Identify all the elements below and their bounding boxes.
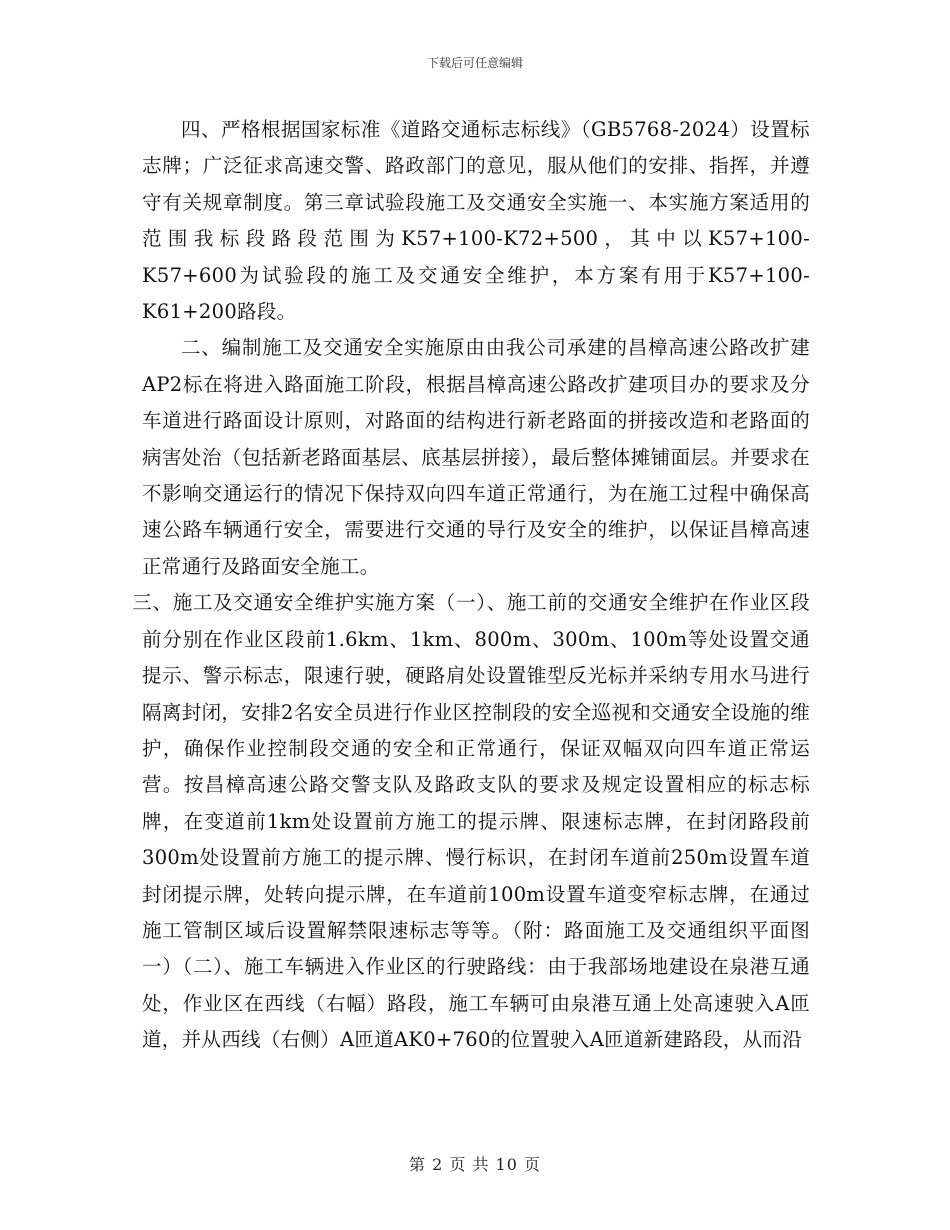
paragraph-two: 二、编制施工及交通安全实施原由由我公司承建的昌樟高速公路改扩建AP2标在将进入路面施工阶段，根据昌樟高速公路改扩建项目办的要求及分车道进行路面设计原则，对路面的结构进行新老路面的拼接改造和老路面的病害处治（包括新老路面基层、底基层拼接），最后整体摊铺面层。并要求在不影响交通运行的情况下保持双向四车道正常通行，为在施工过程中确保高速公路车辆通行安全，需要进行交通的导行及安全的维护，以保证昌樟高速正常通行及路面安全施工。 [142,336,810,578]
paragraph-four: 四、严格根据国家标准《道路交通标志标线》（GB5768-2024）设置标志牌；广泛征求高速交警、路政部门的意见，服从他们的安排、指挥，并遵守有关规章制度。第三章试验段施工及交通安全实施一、本实施方案适用的范围我标段路段范围为K57+100-K72+500，其中以K57+100-K57+600为试验段的施工及交通安全维护，本方案有用于K57+100-K61+200路段。 [142,118,810,324]
paragraph-three: 三、施工及交通安全维护实施方案（一）、施工前的交通安全维护在作业区段前分别在作业区段前1.6km、1km、800m、300m、100m等处设置交通提示、警示标志，限速行驶，硬路肩处设置锥型反光标并采纳专用水马进行隔离封闭，安排2名安全员进行作业区控制段的安全巡视和交通安全设施的维护，确保作业控制段交通的安全和正常通行，保证双幅双向四车道正常运营。按昌樟高速公路交警支队及路政支队的要求及规定设置相应的标志标牌，在变道前1km处设置前方施工的提示牌、限速标志牌，在封闭路段前300m处设置前方施工的提示牌、慢行标识，在封闭车道前250m设置车道封闭提示牌，处转向提示牌，在车道前100m设置车道变窄标志牌，在通过施工管制区域后设置解禁限速标志等等。（附：路面施工及交通组织平面图一）（二）、施工车辆进入作业区的行驶路线：由于我部场地建设在泉港互通处，作业区在西线（右幅）路段，施工车辆可由泉港互通上处高速驶入A匝道，并从西线（右侧）A匝道AK0+760的位置驶入A匝道新建路段，从而沿 [132,591,810,1052]
page-header: 下载后可任意编辑 [426,56,523,70]
document-body [132,112,810,1059]
page-number: 第 2 页 共 10 页 [409,1155,541,1174]
